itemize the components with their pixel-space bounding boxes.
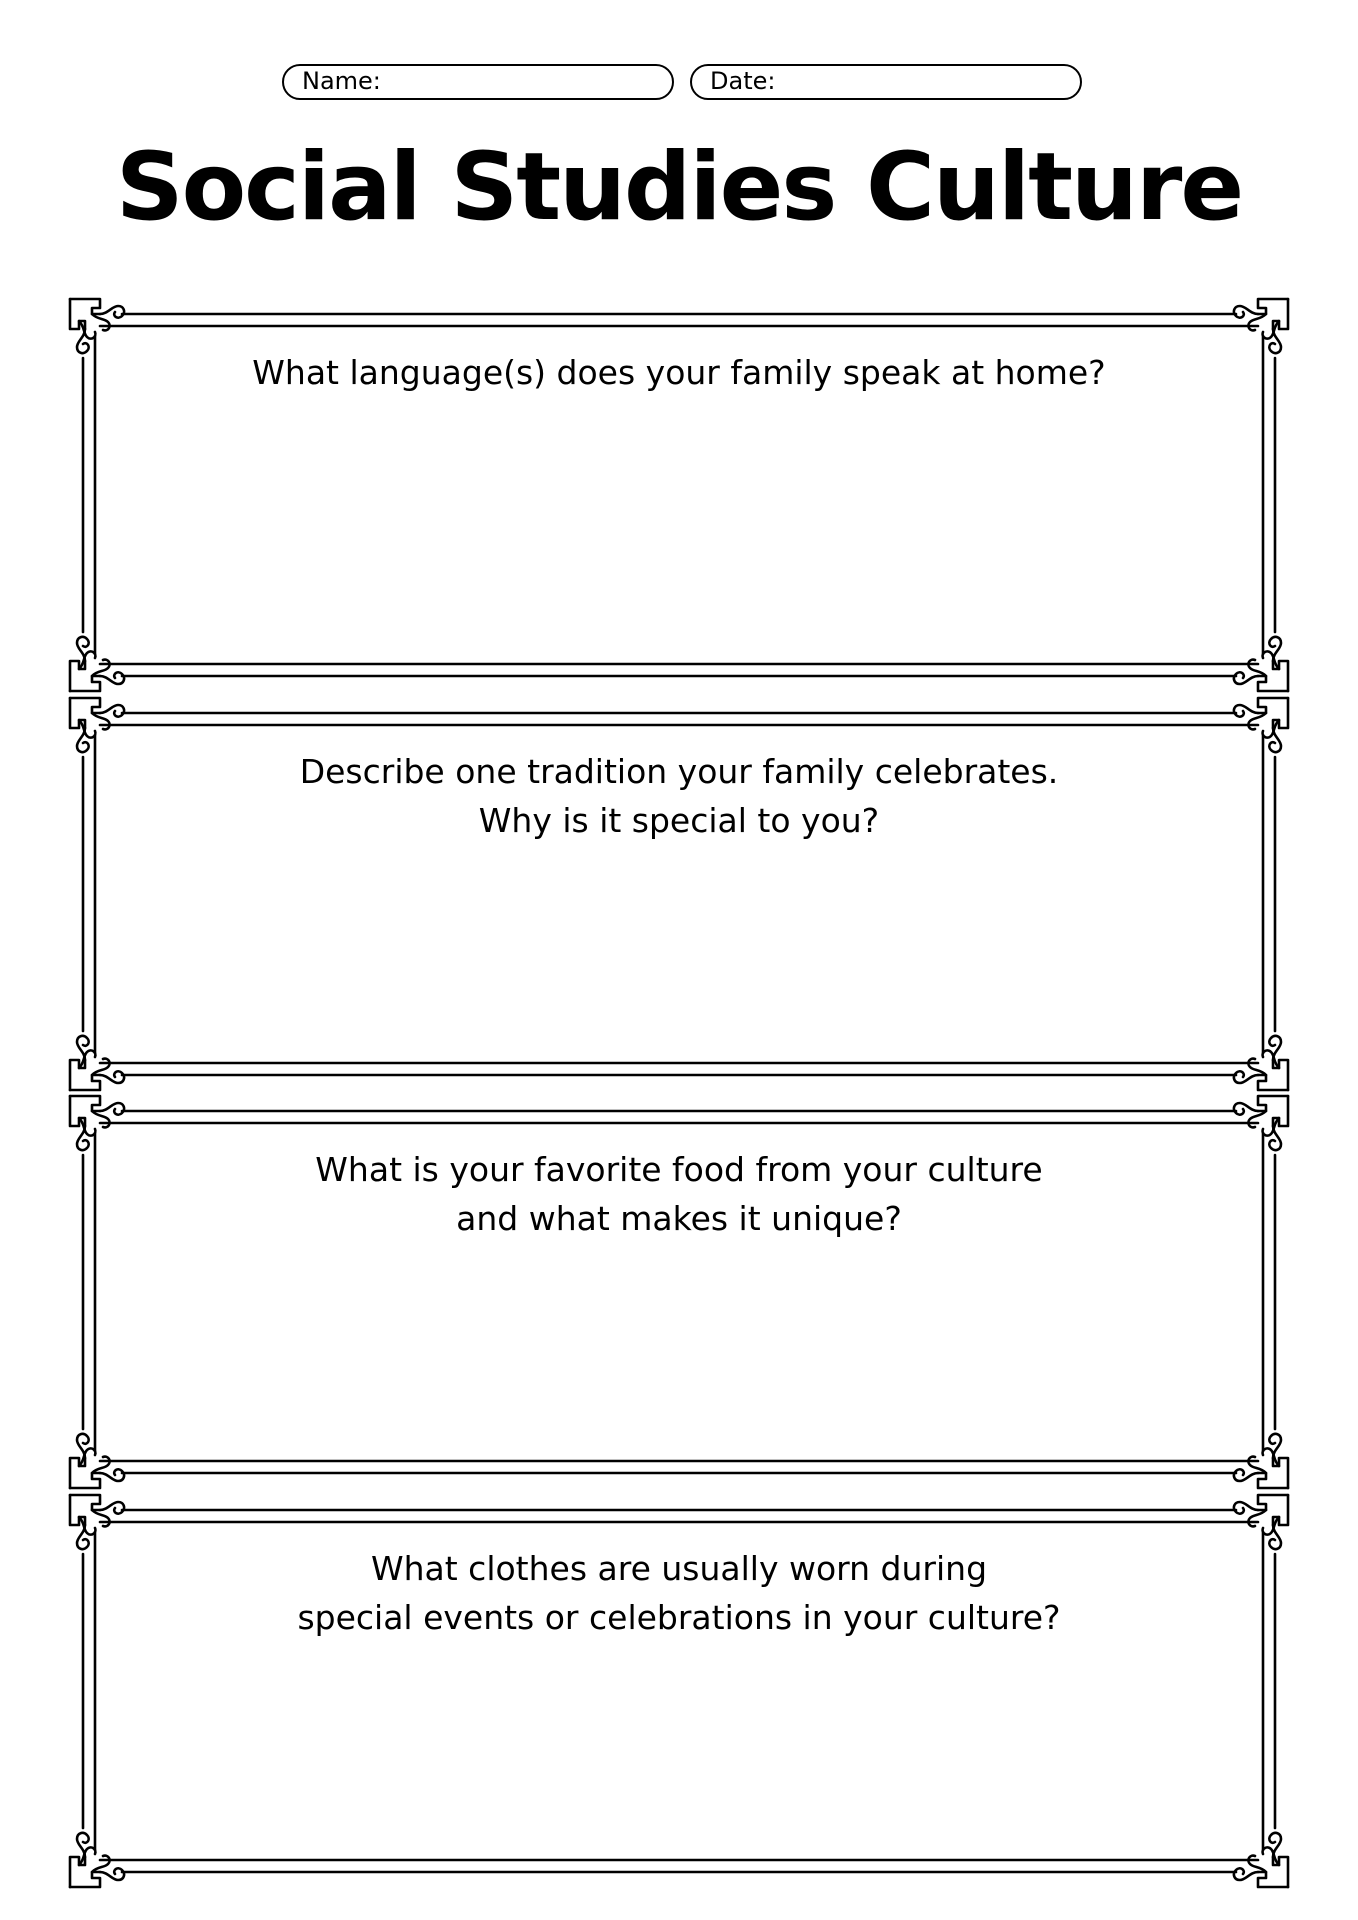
question-line: special events or celebrations in your culture? — [297, 1598, 1061, 1637]
question-line: What clothes are usually worn during — [370, 1549, 988, 1588]
answer-box-4[interactable] — [0, 1492, 1358, 1890]
question-4 — [120, 1544, 1238, 1642]
date-label: Date: — [710, 67, 776, 95]
question-line: What is your favorite food from your culture — [315, 1150, 1043, 1189]
question-1 — [120, 348, 1238, 397]
name-label: Name: — [302, 67, 381, 95]
question-2 — [120, 747, 1238, 845]
question-3 — [120, 1145, 1238, 1243]
name-field[interactable] — [282, 64, 674, 100]
question-line: Why is it special to you? — [478, 801, 880, 840]
answer-box-1[interactable] — [0, 296, 1358, 694]
question-line: and what makes it unique? — [456, 1199, 902, 1238]
answer-box-3[interactable] — [0, 1093, 1358, 1491]
question-line: What language(s) does your family speak at home? — [252, 353, 1106, 392]
answer-box-2[interactable] — [0, 695, 1358, 1093]
page-title: Social Studies Culture — [115, 133, 1243, 242]
question-line: Describe one tradition your family celebrates. — [299, 752, 1059, 791]
date-field[interactable] — [690, 64, 1082, 100]
